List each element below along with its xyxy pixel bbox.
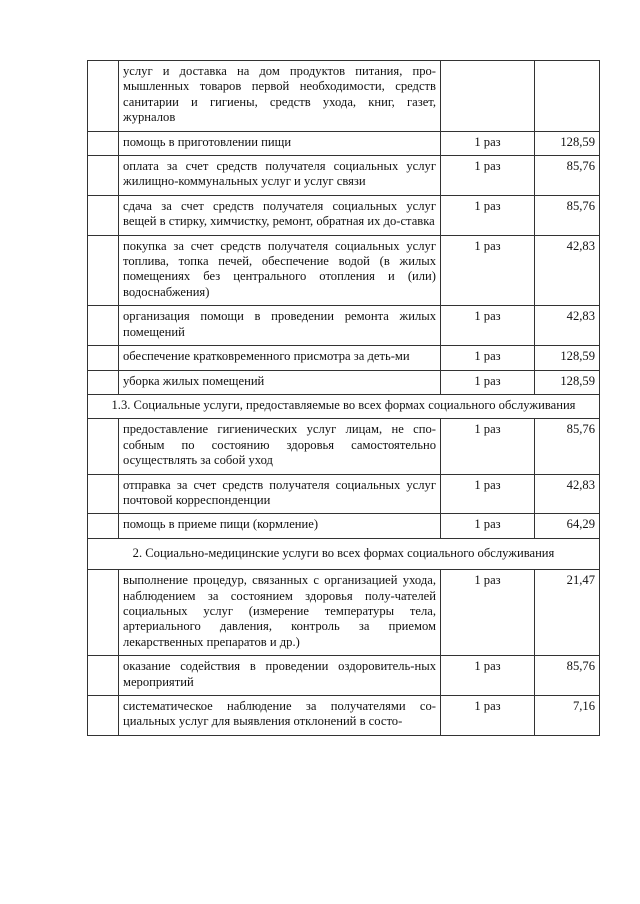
service-frequency: 1 раз [441, 419, 535, 474]
service-price: 85,76 [535, 419, 600, 474]
service-price: 21,47 [535, 570, 600, 656]
section-title: 1.3. Социальные услуги, предоставляемые во всех формах социального обслуживания [88, 394, 600, 418]
section-title: 2. Социально-медицинские услуги во всех формах социального обслуживания [88, 538, 600, 569]
table-row [88, 346, 600, 370]
service-frequency: 1 раз [441, 131, 535, 155]
service-frequency: 1 раз [441, 514, 535, 538]
service-description: систематическое наблюдение за получателями со-циальных услуг для выявления отклонений в состо- [119, 696, 441, 736]
row-number-cell [88, 235, 119, 306]
row-number-cell [88, 656, 119, 696]
service-frequency: 1 раз [441, 696, 535, 736]
service-description: оказание содействия в проведении оздоровитель-ных мероприятий [119, 656, 441, 696]
table-row [88, 419, 600, 474]
row-number-cell [88, 370, 119, 394]
service-price: 85,76 [535, 156, 600, 196]
service-price: 85,76 [535, 195, 600, 235]
table-row [88, 195, 600, 235]
service-description: организация помощи в проведении ремонта жилых помещений [119, 306, 441, 346]
row-number-cell [88, 156, 119, 196]
row-number-cell [88, 696, 119, 736]
row-number-cell [88, 306, 119, 346]
table-row [88, 696, 600, 736]
service-frequency: 1 раз [441, 474, 535, 514]
table-row [88, 370, 600, 394]
service-description: покупка за счет средств получателя социальных услуг топлива, топка печей, обеспечение водой (в жилых помещениях без центрального отопления и (или) водоснабжения) [119, 235, 441, 306]
services-table [87, 60, 600, 736]
table-row [88, 474, 600, 514]
service-description: оплата за счет средств получателя социальных услуг жилищно-коммунальных услуг и услуг связи [119, 156, 441, 196]
service-price: 128,59 [535, 370, 600, 394]
service-description: помощь в приготовлении пищи [119, 131, 441, 155]
service-frequency: 1 раз [441, 195, 535, 235]
service-price: 128,59 [535, 131, 600, 155]
table-row [88, 656, 600, 696]
table-row [88, 61, 600, 132]
section-header-row [88, 394, 600, 418]
service-frequency: 1 раз [441, 306, 535, 346]
service-price: 42,83 [535, 235, 600, 306]
service-description: уборка жилых помещений [119, 370, 441, 394]
service-price: 7,16 [535, 696, 600, 736]
service-description: помощь в приеме пищи (кормление) [119, 514, 441, 538]
service-frequency: 1 раз [441, 235, 535, 306]
service-price: 42,83 [535, 306, 600, 346]
service-price: 85,76 [535, 656, 600, 696]
service-frequency [441, 61, 535, 132]
row-number-cell [88, 346, 119, 370]
service-description: отправка за счет средств получателя социальных услуг почтовой корреспонденции [119, 474, 441, 514]
row-number-cell [88, 131, 119, 155]
row-number-cell [88, 474, 119, 514]
row-number-cell [88, 61, 119, 132]
service-frequency: 1 раз [441, 156, 535, 196]
section-header-row [88, 538, 600, 569]
table-row [88, 235, 600, 306]
service-price [535, 61, 600, 132]
row-number-cell [88, 195, 119, 235]
service-frequency: 1 раз [441, 570, 535, 656]
service-description: обеспечение кратковременного присмотра за деть-ми [119, 346, 441, 370]
table-row [88, 156, 600, 196]
service-description: выполнение процедур, связанных с организацией ухода, наблюдением за состоянием здоровья полу-чателей социальных услуг (измерение температуры тела, артериального давления, контроль за приемом лекарственных препаратов и др.) [119, 570, 441, 656]
table-row [88, 131, 600, 155]
row-number-cell [88, 570, 119, 656]
service-description: предоставление гигиенических услуг лицам, не спо-собным по состоянию здоровья самостоятельно осуществлять за собой уход [119, 419, 441, 474]
service-description: сдача за счет средств получателя социальных услуг вещей в стирку, химчистку, ремонт, обратная их до-ставка [119, 195, 441, 235]
service-price: 42,83 [535, 474, 600, 514]
service-description: услуг и доставка на дом продуктов питания, про-мышленных товаров первой необходимости, средств санитарии и гигиены, средств ухода, книг, газет, журналов [119, 61, 441, 132]
service-price: 64,29 [535, 514, 600, 538]
service-frequency: 1 раз [441, 656, 535, 696]
service-frequency: 1 раз [441, 346, 535, 370]
service-frequency: 1 раз [441, 370, 535, 394]
table-row [88, 306, 600, 346]
row-number-cell [88, 419, 119, 474]
service-price: 128,59 [535, 346, 600, 370]
table-row [88, 514, 600, 538]
row-number-cell [88, 514, 119, 538]
table-row [88, 570, 600, 656]
